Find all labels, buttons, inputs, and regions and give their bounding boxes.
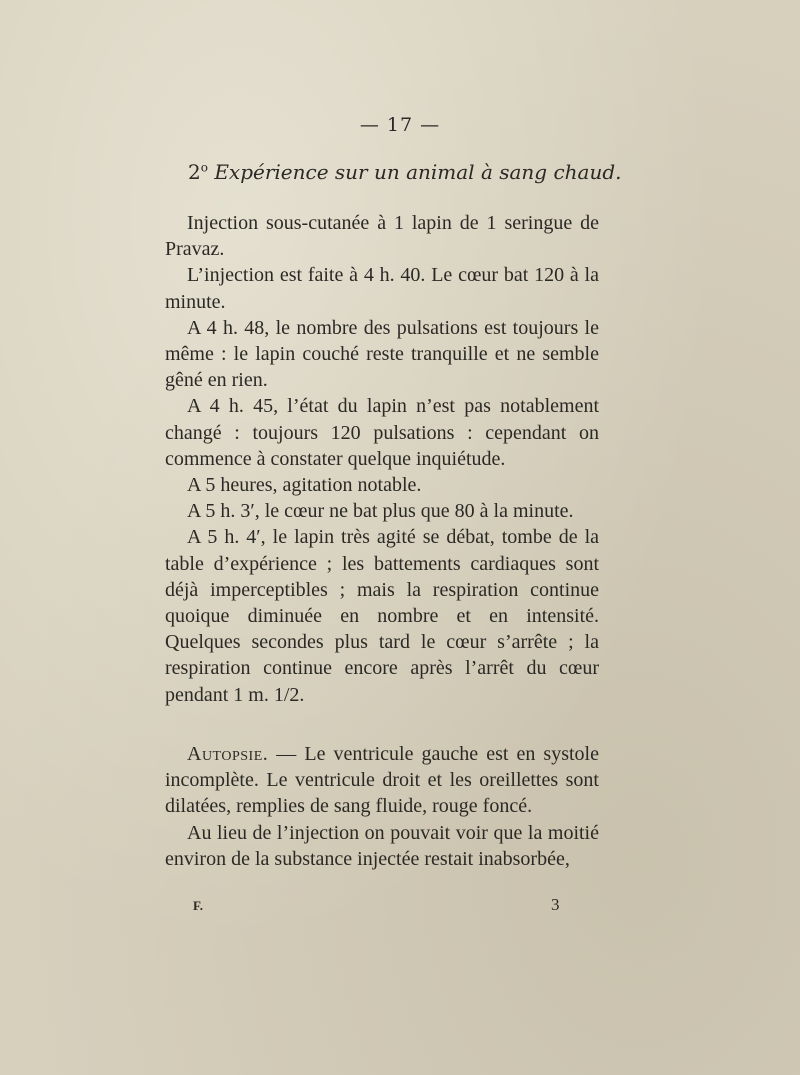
paragraph: A 4 h. 48, le nombre des pulsations est toujours le même : le lapin couché reste tranquille et ne semble gêné en rien.	[165, 316, 599, 392]
heading-title: Expérience sur un animal à sang chaud.	[214, 160, 622, 184]
heading-number: 2$^o$	[188, 160, 208, 184]
paragraph: A 4 h. 45, l’état du lapin n’est pas notablement changé : toujours 120 pulsations : cependant on commence à constater quelque inquiétude.	[165, 395, 599, 470]
paragraph: Injection sous-cutanée à 1 lapin de 1 seringue de Pravaz.	[165, 212, 599, 261]
autopsy-text	[165, 741, 599, 872]
page-number: — 17 —	[359, 114, 441, 136]
autopsy-label: Autopsie.	[187, 743, 269, 765]
paragraph: A 5 h. 3′, le cœur ne bat plus que 80 à la minute.	[187, 500, 574, 523]
autopsy-paragraph	[165, 741, 599, 820]
paragraph: L’injection est faite à 4 h. 40. Le cœur bat 120 à la minute.	[165, 264, 599, 313]
experiment-text	[165, 210, 599, 708]
section-heading	[188, 160, 622, 184]
paragraph: A 5 h. 4′, le lapin très agité se débat, tombe de la table d’expérience ; les battements cardiaques sont déjà imperceptibles ; mais la respiration continue quoique diminuée en nombre et en intensité. Quelques secondes plus tard le cœur s’arrête ; la respiration continue encore après l’arrêt du cœur pendant 1 m. 1/2.	[165, 526, 599, 706]
paragraph: Au lieu de l’injection on pouvait voir que la moitié environ de la substance injectée restait inabsorbée,	[165, 821, 599, 870]
signature-mark: F.	[193, 898, 203, 913]
paragraph: A 5 heures, agitation notable.	[187, 474, 422, 497]
sheet-number: 3	[551, 895, 560, 914]
autopsy-body: — Le ventricule gauche est en systole incomplète. Le ventricule droit et les oreillettes sont dilatées, remplies de sang fluide, rouge foncé.	[165, 743, 599, 818]
